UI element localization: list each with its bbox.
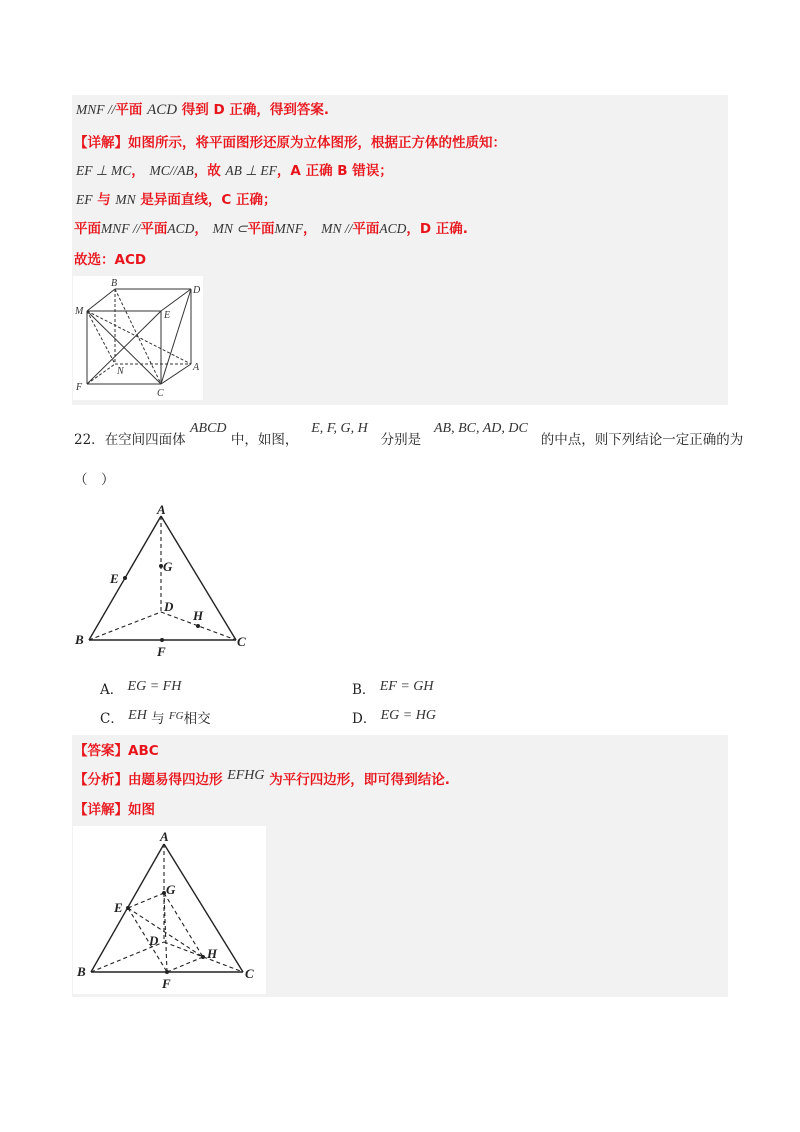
prev-line-2: 【详解】如图所示，将平面图形还原为立体图形，根据正方体的性质知： bbox=[74, 135, 506, 151]
cube-label-E: E bbox=[164, 310, 171, 321]
option-a[interactable]: A． EG = FH bbox=[100, 679, 182, 698]
cube-label-F: F bbox=[76, 382, 83, 393]
fig-label-C: C bbox=[237, 634, 246, 649]
prev-line-5: 平面MNF //平面ACD， MN ⊂平面MNF， MN //平面ACD，D 正确. bbox=[74, 221, 468, 237]
prev-line-1: MNF //平面 ACD 得到 D 正确，得到答案. bbox=[76, 102, 330, 118]
solution-figure bbox=[73, 826, 266, 994]
cube-label-M: M bbox=[75, 306, 84, 317]
question-22-paren: （ ） bbox=[74, 472, 115, 488]
solution-tetrahedron bbox=[73, 826, 266, 994]
question-22-stem: 22．在空间四面体 ABCD 中，如图， E, F, G, H 分别是 AB, BC, AD, DC 的中点，则下列结论一定正确的为 bbox=[74, 421, 744, 448]
cube-diagram bbox=[73, 276, 203, 400]
sol-label-H: H bbox=[207, 946, 218, 961]
fig-label-H: H bbox=[193, 608, 204, 623]
sol-label-D: D bbox=[149, 933, 159, 948]
cube-label-B: B bbox=[111, 278, 118, 289]
prev-line-6: 故选：ACD bbox=[74, 252, 147, 268]
prev-line-3: EF ⊥ MC， MC//AB，故 AB ⊥ EF，A 正确 B 错误； bbox=[76, 163, 393, 179]
fig-label-D: D bbox=[164, 599, 174, 614]
option-d[interactable]: D． EG = HG bbox=[352, 708, 436, 727]
fig-label-B: B bbox=[75, 632, 84, 647]
cube-figure bbox=[73, 276, 203, 400]
answer-line: 【答案】ABC bbox=[74, 743, 159, 759]
tetrahedron-figure bbox=[70, 500, 260, 660]
prev-line-4: EF 与 MN 是异面直线，C 正确； bbox=[76, 192, 277, 208]
fig-label-G: G bbox=[163, 559, 173, 574]
cube-label-N: N bbox=[117, 366, 124, 377]
option-c[interactable]: C． EH 与 $^{FG}$相交 bbox=[100, 708, 211, 727]
sol-label-G: G bbox=[166, 882, 176, 897]
cube-label-C: C bbox=[157, 388, 164, 399]
sol-label-F: F bbox=[162, 976, 171, 991]
cube-label-D: D bbox=[193, 285, 201, 296]
analysis-line: 【分析】由题易得四边形 EFHG 为平行四边形，即可得到结论. bbox=[74, 768, 450, 788]
detail-line: 【详解】如图 bbox=[74, 802, 155, 818]
fig-label-F: F bbox=[157, 644, 166, 659]
sol-label-A: A bbox=[160, 829, 169, 844]
cube-label-A: A bbox=[193, 362, 200, 373]
sol-label-C: C bbox=[245, 966, 254, 981]
fig-label-E: E bbox=[110, 571, 119, 586]
fig-label-A: A bbox=[157, 502, 166, 517]
option-b[interactable]: B． EF = GH bbox=[352, 679, 434, 698]
sol-label-E: E bbox=[114, 900, 123, 915]
sol-label-B: B bbox=[77, 964, 86, 979]
